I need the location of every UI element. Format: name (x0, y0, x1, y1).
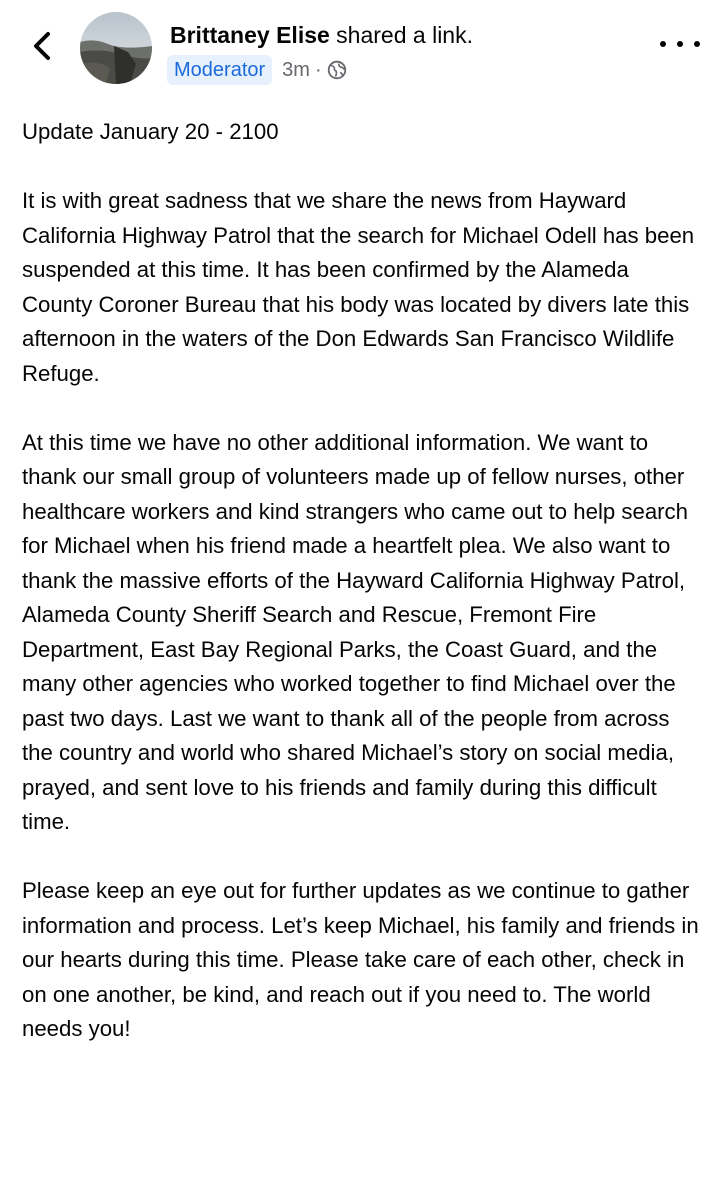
back-button[interactable] (24, 28, 60, 64)
post-paragraph-announcement: It is with great sadness that we share the news from Hayward California Highway Patrol that the search for Michael Odell has been suspended at this time. It has been confirmed by the Alameda County Coroner Bureau that his body was located by divers late this afternoon in the waters of the Don Edwards San Francisco Wildlife Refuge. (22, 188, 695, 386)
avatar-photo (80, 12, 152, 84)
post-header (0, 0, 720, 100)
post-meta (167, 53, 347, 87)
moderator-badge: Moderator (167, 55, 272, 85)
chevron-left-icon (31, 31, 53, 61)
more-options-button[interactable] (660, 32, 700, 56)
post-paragraph-update: Update January 20 - 2100 (22, 119, 279, 144)
avatar[interactable] (80, 12, 152, 84)
action-text: shared a link. (329, 22, 473, 48)
meta-separator: · (314, 58, 322, 81)
post-text (22, 115, 702, 1047)
more-dots-icon (660, 41, 666, 47)
author-line (170, 20, 473, 50)
post-time[interactable]: 3m (282, 58, 310, 81)
author-name[interactable]: Brittaney Elise (170, 22, 330, 48)
post-paragraph-thanks: At this time we have no other additional information. We want to thank our small group of volunteers made up of fellow nurses, other healthcare workers and kind strangers who came out to help search for Michael when his friend made a heartfelt plea. We also want to thank the massive efforts of the Hayward California Highway Patrol, Alameda County Sheriff Search and Rescue, Fremont Fire Department, East Bay Regional Parks, the Coast Guard, and the many other agencies who worked together to find Michael over the past two days. Last we want to thank all of the people from across the country and world who shared Michael’s story on social media, prayed, and sent love to his friends and family during this difficult time. (22, 429, 688, 834)
globe-icon (327, 60, 347, 80)
post-paragraph-closing: Please keep an eye out for further updates as we continue to gather information and process. Let’s keep Michael, his family and friends in our hearts during this time. Please take care of each other, check in on one another, be kind, and reach out if you need to. The world needs you! (22, 878, 699, 1041)
